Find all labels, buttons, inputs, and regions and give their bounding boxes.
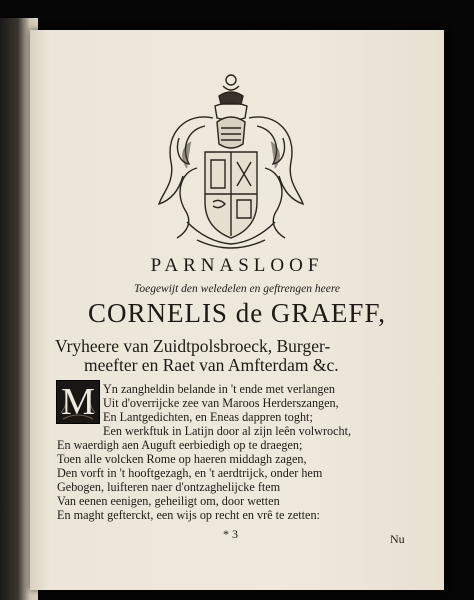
catchword: Nu — [390, 532, 405, 546]
verse-line: Den vorft in 't hooftgezagh, en 't aerdtrijck, onder hem — [57, 466, 323, 480]
verse-line: Toen alle volcken Rome op haeren middagh zagen, — [57, 452, 307, 466]
verse-line: En maght gefterckt, een wijs op recht en vrê te zetten: — [57, 508, 320, 522]
verse-line: Uit d'overrijcke zee van Maroos Herderszangen, — [103, 396, 339, 410]
honoree-name: CORNELIS de GRAEFF, — [87, 298, 387, 328]
verse-line: En waerdigh aen Auguft eerbiedigh op te draegen; — [57, 438, 303, 452]
verse-line: En Lantgedichten, en Eneas dappren toght; — [103, 410, 313, 424]
verse-line: Een werkftuk in Latijn door al zijn leên volwrocht, — [103, 424, 352, 438]
honoree-titles — [55, 337, 435, 375]
initial-letter: M — [61, 381, 95, 423]
work-title: PARNASLOOF — [150, 255, 324, 276]
honoree-titles-line-2: meefter en Raet van Amfterdam &c. — [84, 355, 339, 375]
decorated-initial — [56, 380, 100, 424]
verse-line: Yn zangheldin belande in 't ende met verlangen — [103, 382, 335, 396]
verse-line: Van eenen eenigen, geheiligt om, door wetten — [57, 494, 280, 508]
page-signature: * 3 — [223, 527, 238, 541]
honoree-titles-line-1: Vryheere van Zuidtpolsbroeck, Burger- — [55, 336, 331, 356]
verse-line: Gebogen, luifteren naer d'ontzaghelijcke ftem — [57, 480, 281, 494]
dedication-line: Toegewijt den weledelen en geftrengen heere — [134, 283, 340, 295]
coat-of-arms-emblem — [157, 72, 305, 254]
